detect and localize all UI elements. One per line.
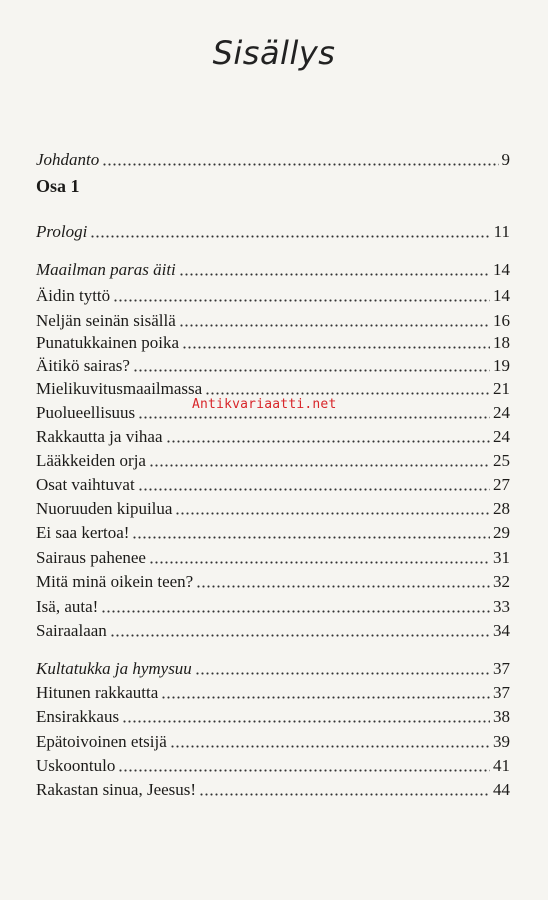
toc-entry-title: Prologi [36,222,88,241]
toc-entry [36,471,510,495]
toc-entry-title: Punatukkainen poika [36,333,180,352]
dot-leader [90,235,490,238]
toc-entry-title: Äitikö sairas? [36,356,130,375]
toc-entry-title: Ensirakkaus [36,707,120,726]
toc-entry-title: Lääkkeiden orja [36,451,146,470]
toc-entry-title: Sairaalaan [36,621,107,640]
toc-page-number: 9 [501,150,510,169]
toc-entry-title: Hitunen rakkautta [36,683,159,702]
toc-page-number: 21 [493,379,510,398]
toc-page-number: 16 [493,311,510,330]
toc-entry [36,752,510,776]
toc-entry [36,307,510,331]
toc-entry-title: Ei saa kertoa! [36,523,130,542]
toc-entry-title: Puolueellisuus [36,403,136,422]
toc-page-number: 14 [493,286,510,305]
toc-page-number: 19 [493,356,510,375]
toc-entry-title: Osat vaihtuvat [36,475,135,494]
watermark-text: Antikvariaatti.net [192,397,337,412]
page-title: Sisällys [212,34,336,72]
dot-leader [199,793,490,796]
toc-entry [36,218,510,242]
toc-page-number: 37 [493,659,510,678]
toc-entry-title: Rakastan sinua, Jeesus! [36,780,197,799]
toc-entry [36,568,510,592]
dot-leader [205,392,490,395]
toc-entry [36,655,510,679]
toc-entry [36,146,510,170]
toc-page-number: 11 [493,222,510,241]
toc-page-number: 24 [493,427,510,446]
toc-page-number: 39 [493,732,510,751]
toc-entry-title: Uskoontulo [36,756,116,775]
dot-leader [113,299,490,302]
toc-entry [36,423,510,447]
toc-entry [36,617,510,641]
toc-page-number: 32 [493,572,510,591]
toc-entry [36,544,510,568]
toc-page-number: 25 [493,451,510,470]
toc-entry [36,593,510,617]
toc-entry-title: Sairaus pahenee [36,548,146,567]
toc-page-number: 29 [493,523,510,542]
toc-page-number: 18 [493,333,510,352]
dot-leader [182,346,490,349]
dot-leader [166,440,490,443]
toc-page-number: 24 [493,403,510,422]
toc-entry-title: Äidin tyttö [36,286,111,305]
toc-entry [36,352,510,376]
toc-page-number: 44 [493,780,510,799]
part-heading: Osa 1 [36,176,80,196]
toc-entry [36,375,510,399]
toc-page-number: 34 [493,621,510,640]
toc-page-number: 41 [493,756,510,775]
dot-leader [149,561,490,564]
dot-leader [102,163,498,166]
dot-leader [179,324,490,327]
toc-entry [36,776,510,800]
dot-leader [122,720,490,723]
dot-leader [170,745,490,748]
toc-entry [36,519,510,543]
toc-entry-title: Mielikuvitusmaailmassa [36,379,203,398]
dot-leader [101,610,490,613]
dot-leader [110,634,490,637]
dot-leader [149,464,490,467]
dot-leader [132,536,490,539]
dot-leader [161,696,490,699]
toc-entry-title: Kultatukka ja hymysuu [36,659,192,678]
toc-entry-title: Nuoruuden kipuilua [36,499,173,518]
dot-leader [175,512,490,515]
dot-leader [138,416,490,419]
toc-entry [36,703,510,727]
dot-leader [138,488,490,491]
toc-entry-title: Isä, auta! [36,597,99,616]
dot-leader [133,369,490,372]
toc-page-number: 31 [493,548,510,567]
dot-leader [179,273,490,276]
toc-entry-title: Neljän seinän sisällä [36,311,176,330]
dot-leader [118,769,490,772]
toc-page-number: 27 [493,475,510,494]
toc-entry [36,282,510,306]
dot-leader [195,672,490,675]
toc-entry-title: Rakkautta ja vihaa [36,427,163,446]
toc-page-number: 37 [493,683,510,702]
toc-page-number: 14 [493,260,510,279]
toc-page-number: 28 [493,499,510,518]
toc-entry-title: Epätoivoinen etsijä [36,732,167,751]
toc-entry-title: Mitä minä oikein teen? [36,572,194,591]
toc-page-number: 33 [493,597,510,616]
toc-entry-title: Johdanto [36,150,100,169]
toc-entry [36,329,510,353]
toc-entry [36,256,510,280]
toc-entry [36,728,510,752]
toc-entry-title: Maailman paras äiti [36,260,176,279]
toc-entry [36,447,510,471]
dot-leader [196,585,490,588]
toc-entry [36,679,510,703]
toc-page-number: 38 [493,707,510,726]
toc-entry [36,495,510,519]
